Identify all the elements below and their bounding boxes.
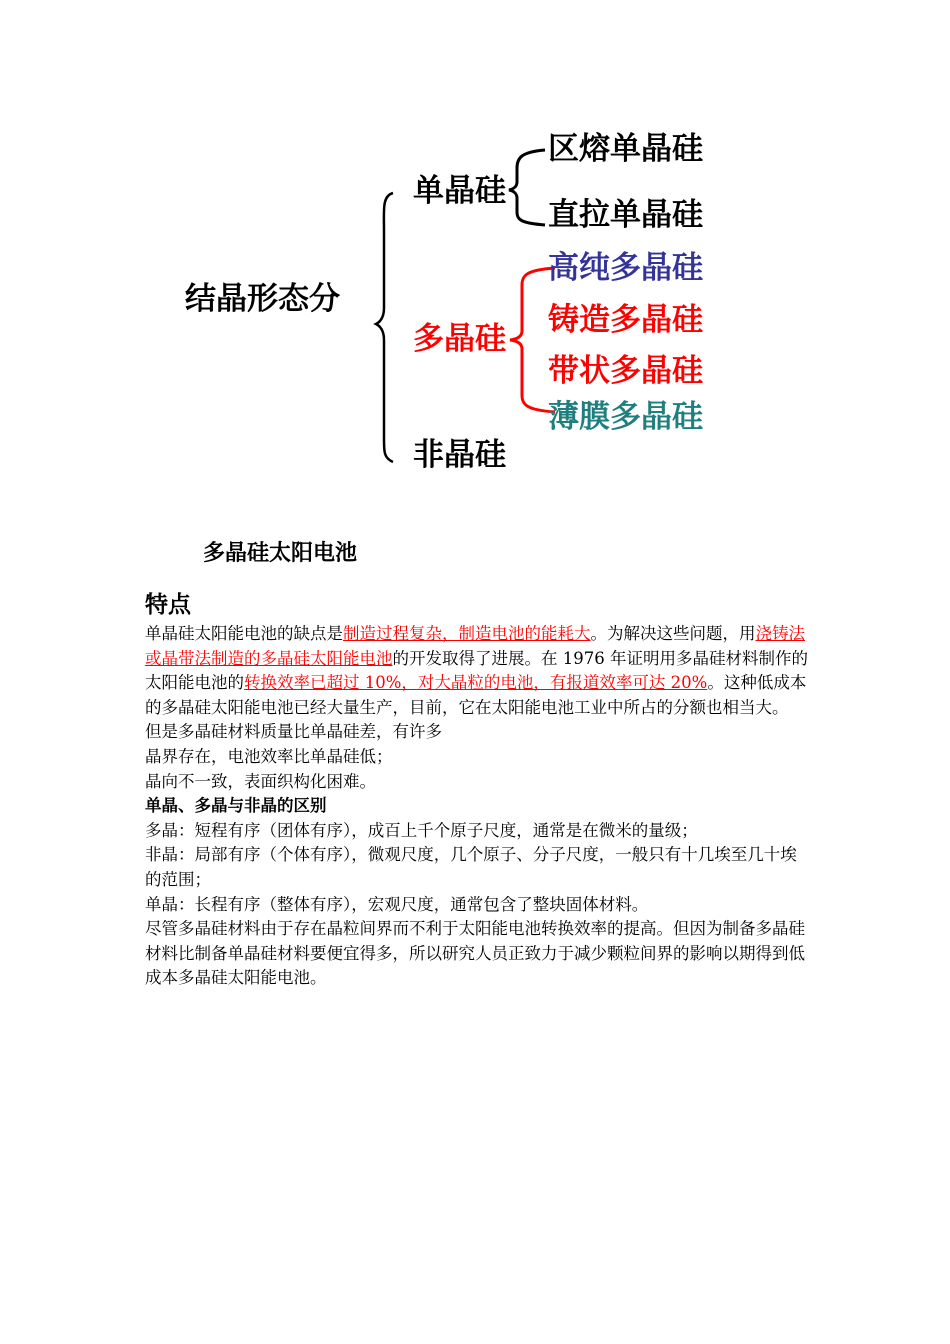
text-line-poly: 多晶：短程有序（团体有序），成百上千个原子尺度，通常是在微米的量级； xyxy=(145,820,698,840)
section-heading: 特点 xyxy=(145,592,191,618)
leaf-cast: 铸造多晶硅 xyxy=(548,302,703,338)
text-line-mono: 单晶：长程有序（整体有序），宏观尺度，通常包含了整块固体材料。 xyxy=(145,894,649,914)
text-run: 单晶硅太阳能电池的缺点是 xyxy=(145,624,343,643)
paragraph-conclusion: 尽管多晶硅材料由于存在晶粒间界而不利于太阳能电池转换效率的提高。但因为制备多晶硅材料比制备单晶硅材料要便宜得多，所以研究人员正致力于减少颗粒间界的影响以期得到低成本多晶硅太阳能电池。 xyxy=(145,919,805,988)
leaf-thin-film: 薄膜多晶硅 xyxy=(548,399,703,435)
highlight-efficiency: 转换效率已超过 10%，对大晶粒的电池，有报道效率可达 20% xyxy=(244,673,708,693)
text-line: 晶界存在，电池效率比单晶硅低； xyxy=(145,746,393,766)
text-line: 晶向不一致，表面织构化困难。 xyxy=(145,771,376,791)
branch-poly: 多晶硅 xyxy=(413,321,506,357)
body-text xyxy=(145,622,810,991)
text-line-amorphous: 非晶：局部有序（个体有序），微观尺度，几个原子、分子尺度，一般只有十几埃至几十埃的范围； xyxy=(145,845,797,889)
highlight-methods: 浇铸法或晶带法制造的多晶硅太阳能电池 xyxy=(145,624,805,668)
branch-amorphous: 非晶硅 xyxy=(413,437,506,473)
diagram-root: 结晶形态分 xyxy=(185,281,340,317)
highlight-drawbacks: 制造过程复杂，制造电池的能耗大 xyxy=(343,624,591,643)
branch-mono: 单晶硅 xyxy=(413,173,506,209)
document-subtitle: 多晶硅太阳电池 xyxy=(203,541,358,566)
poly-brace xyxy=(510,268,555,412)
leaf-high-purity: 高纯多晶硅 xyxy=(548,250,703,286)
section-title-difference: 单晶、多晶与非晶的区别 xyxy=(145,796,327,816)
mono-brace xyxy=(509,150,545,225)
leaf-float-zone: 区熔单晶硅 xyxy=(548,131,703,167)
text-run: 。为解决这些问题，用 xyxy=(590,624,756,643)
text-run: 的开发取得了进展。在 1976 年证明用多晶硅材料制作的太阳能电池的 xyxy=(145,648,808,693)
leaf-czochralski: 直拉单晶硅 xyxy=(548,197,703,233)
leaf-ribbon: 带状多晶硅 xyxy=(548,353,703,389)
text-run: 。这种低成本的多晶硅太阳能电池已经大量生产，目前，它在太阳能电池工业中所占的分额也相当大。 xyxy=(145,673,807,717)
text-line: 但是多晶硅材料质量比单晶硅差，有许多 xyxy=(145,722,442,742)
paragraph-intro xyxy=(145,622,810,720)
main-brace xyxy=(376,193,393,462)
